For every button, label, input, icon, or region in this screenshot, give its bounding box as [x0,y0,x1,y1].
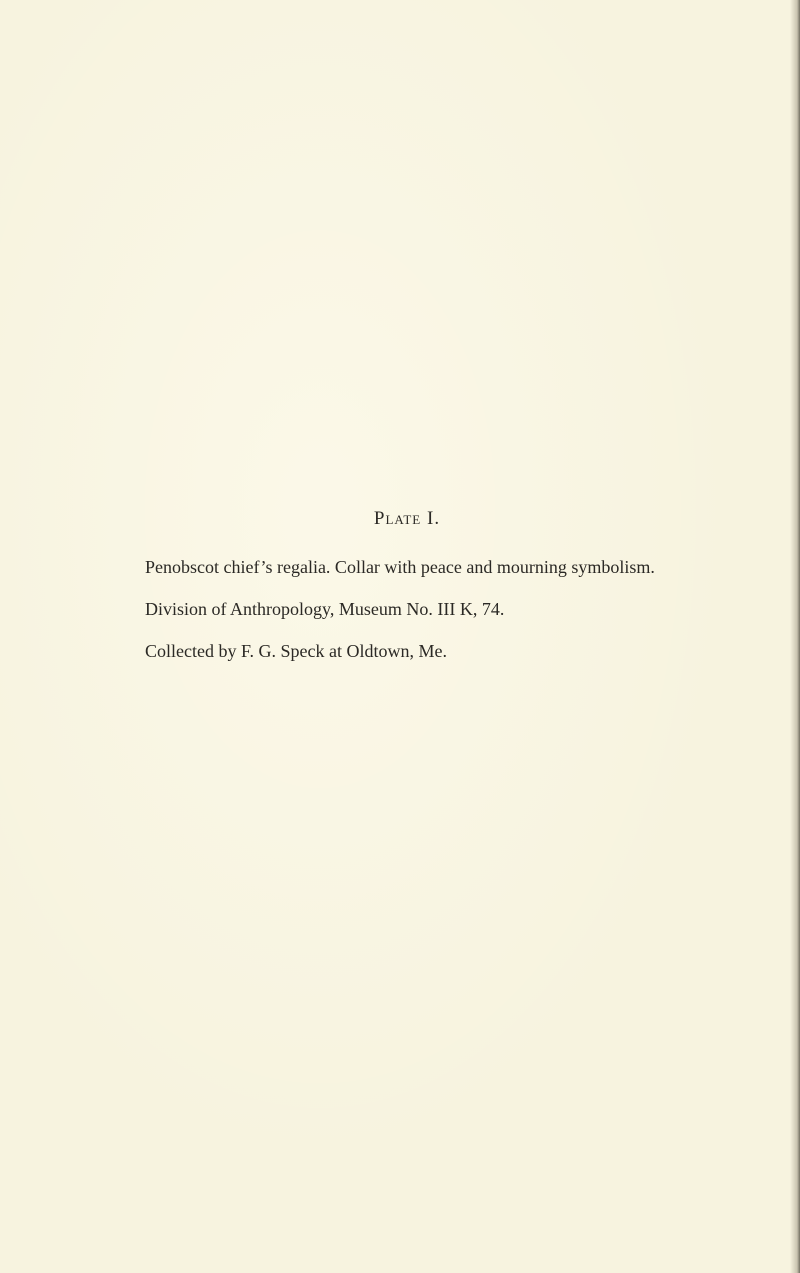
caption-collector: Collected by F. G. Speck at Oldtown, Me. [145,641,448,661]
caption-description: Penobscot chief’s regalia. Collar with peace and mourning symbolism. [145,557,655,577]
plate-title: Plate I. [373,508,441,529]
caption-museum-number: Division of Anthropology, Museum No. III K, 74. [145,599,505,619]
page-edge-shadow [790,0,800,1273]
